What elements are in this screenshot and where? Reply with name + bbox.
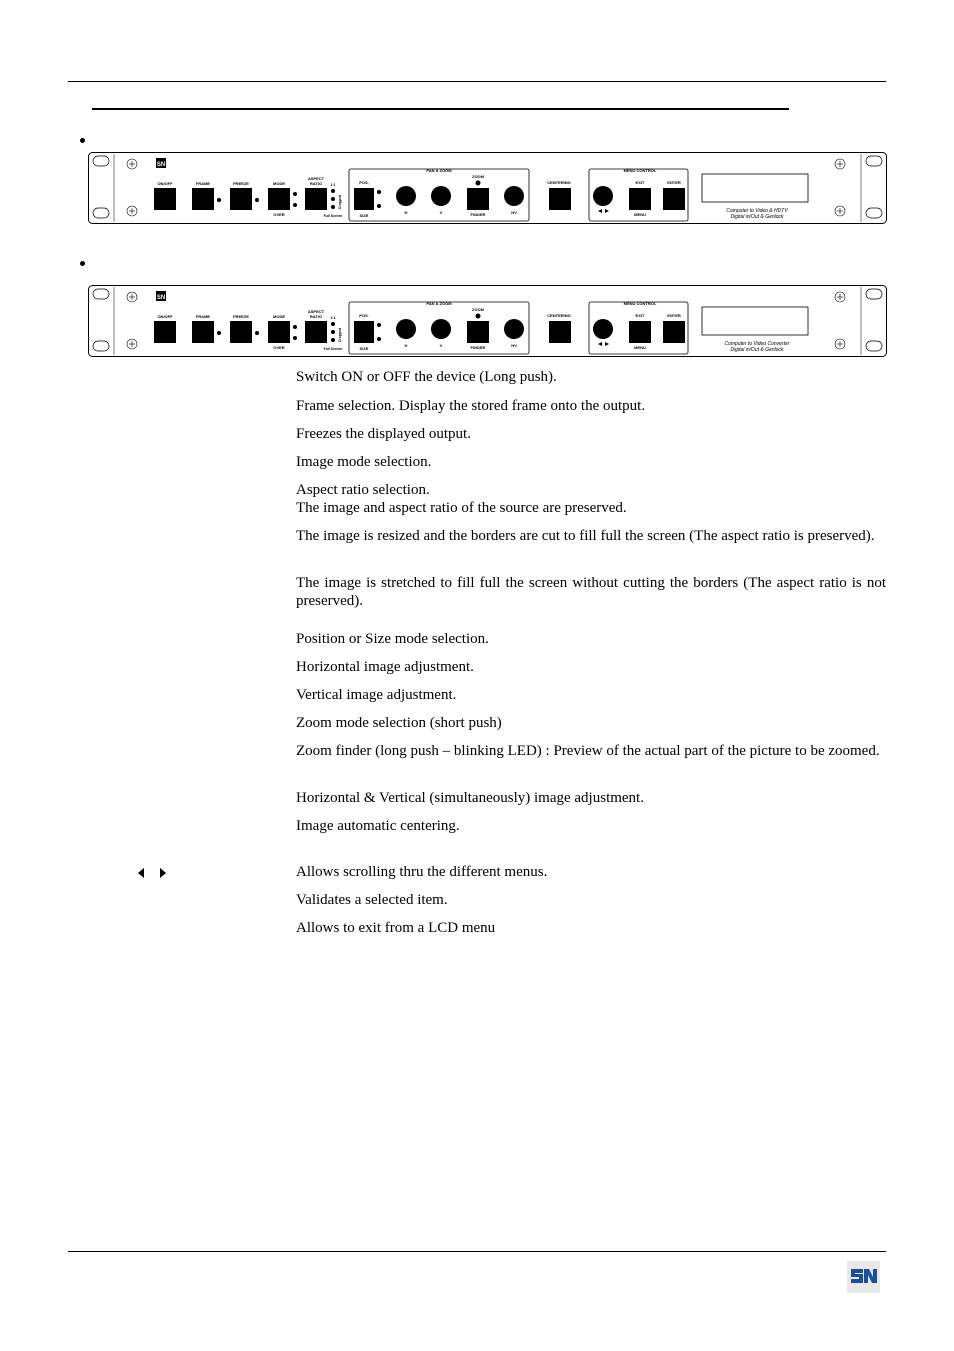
enter-label: ENTER (667, 180, 681, 185)
v-label: V (439, 343, 443, 348)
onoff-label: ON/OFF (157, 181, 173, 186)
hv-knob[interactable] (504, 319, 524, 339)
h-knob[interactable] (396, 319, 416, 339)
desc-h: Horizontal image adjustment. (296, 659, 474, 675)
pan-zoom-label: PAN & ZOOM (426, 301, 452, 306)
zoom-finder-button[interactable] (467, 188, 489, 210)
exit-label: EXIT (635, 180, 645, 185)
centering-label: CENTERING (547, 180, 571, 185)
size-label: SIZE (359, 213, 369, 218)
h-label: H (404, 343, 408, 348)
desc-exit: Allows to exit from a LCD menu (296, 920, 496, 936)
panel-caption-line1: Computer to Video & HDTV (726, 208, 788, 214)
onoff-button[interactable] (154, 321, 176, 343)
menu-knob[interactable] (593, 186, 613, 206)
mode-button[interactable] (268, 188, 290, 210)
desc-frame: Frame selection. Display the stored frame onto the output. (296, 398, 646, 414)
svg-text:SN: SN (156, 295, 166, 301)
mode-led-2 (293, 336, 297, 340)
centering-button[interactable] (549, 188, 571, 210)
desc-hv: Horizontal & Vertical (simultaneously) image adjustment. (296, 790, 644, 806)
centering-label: CENTERING (547, 313, 571, 318)
aspect-led-3 (331, 205, 335, 209)
front-panel-converter (88, 285, 887, 357)
panel-caption-line1: Computer to Video Converter (724, 341, 790, 347)
pan-zoom-label: PAN & ZOOM (426, 168, 452, 173)
left-right-arrows-icon (137, 866, 167, 880)
pos-led (377, 323, 381, 327)
ratio-label: RATIO (309, 181, 323, 186)
desc-onoff: Switch ON or OFF the device (Long push). (296, 369, 557, 385)
exit-button[interactable] (629, 188, 651, 210)
menu-control-label: MENU CONTROL (623, 168, 657, 173)
zoom-led (476, 314, 481, 319)
frame-led (217, 198, 221, 202)
full-screen-label: Full Screen (323, 347, 343, 351)
bullet-dot-icon (80, 138, 85, 143)
bullet-dot-icon (80, 261, 85, 266)
hv-knob[interactable] (504, 186, 524, 206)
aspect-ratio-button[interactable] (305, 188, 327, 210)
size-label: SIZE (359, 346, 369, 351)
aspect-led-2 (331, 197, 335, 201)
freeze-label: FREEZE (233, 181, 249, 186)
pos-label: POS. (359, 313, 369, 318)
enter-button[interactable] (663, 321, 685, 343)
zoom-label: ZOOM (472, 307, 484, 312)
mode-button[interactable] (268, 321, 290, 343)
menu-label: MENU (634, 212, 646, 217)
aspect-led-2 (331, 330, 335, 334)
aspect-label: ASPECT (307, 309, 325, 314)
over-label: OVER (273, 345, 285, 350)
front-panel-hdtv (88, 152, 887, 224)
frame-button[interactable] (192, 321, 214, 343)
cropped-label: Cropped (338, 194, 342, 210)
aspect-led-3 (331, 338, 335, 342)
freeze-led (255, 331, 259, 335)
aspect-led-1 (331, 322, 335, 326)
pos-size-button[interactable] (354, 188, 374, 210)
v-knob[interactable] (431, 186, 451, 206)
mode-label: MODE (273, 181, 285, 186)
pos-size-button[interactable] (354, 321, 374, 343)
enter-label: ENTER (667, 313, 681, 318)
pos-label: POS. (359, 180, 369, 185)
company-logo-icon (847, 1261, 880, 1293)
desc-zoom: Zoom mode selection (short push) (296, 715, 502, 731)
desc-full-screen: The image is stretched to fill full the screen without cutting the borders (The aspect ratio is not preserved). (296, 575, 886, 609)
enter-button[interactable] (663, 188, 685, 210)
zoom-label: ZOOM (472, 174, 484, 179)
menu-control-label: MENU CONTROL (623, 301, 657, 306)
desc-menu-scroll: Allows scrolling thru the different menus. (296, 864, 548, 880)
mode-led-1 (293, 325, 297, 329)
aspect-label: ASPECT (307, 176, 325, 181)
desc-centering: Image automatic centering. (296, 818, 460, 834)
menu-label: MENU (634, 345, 646, 350)
cropped-label: Cropped (338, 327, 342, 343)
finder-label: FINDER (470, 212, 486, 217)
aspect-led-1 (331, 189, 335, 193)
menu-knob[interactable] (593, 319, 613, 339)
frame-led (217, 331, 221, 335)
centering-button[interactable] (549, 321, 571, 343)
frame-label: FRAME (195, 181, 211, 186)
v-label: V (439, 210, 443, 215)
exit-button[interactable] (629, 321, 651, 343)
ratio-1-1-label: 1:1 (330, 183, 336, 187)
freeze-button[interactable] (230, 188, 252, 210)
mode-label: MODE (273, 314, 285, 319)
finder-label: FINDER (470, 345, 486, 350)
h-label: H (404, 210, 408, 215)
freeze-button[interactable] (230, 321, 252, 343)
panel-caption-line2: Digital in/Out & Genlock (730, 214, 784, 220)
size-led (377, 204, 381, 208)
mode-led-1 (293, 192, 297, 196)
desc-aspect: Aspect ratio selection. The image and aspect ratio of the source are preserved. (296, 482, 627, 516)
desc-mode: Image mode selection. (296, 454, 432, 470)
desc-cropped: The image is resized and the borders are cut to fill full the screen (The aspect ratio is preserved). (296, 528, 875, 544)
svg-text:SN: SN (156, 162, 166, 168)
over-label: OVER (273, 212, 285, 217)
footer-rule (68, 1251, 886, 1252)
onoff-button[interactable] (154, 188, 176, 210)
header-rule (68, 81, 886, 82)
desc-enter: Validates a selected item. (296, 892, 448, 908)
v-knob[interactable] (431, 319, 451, 339)
freeze-label: FREEZE (233, 314, 249, 319)
section-title-underline (92, 108, 789, 110)
desc-v: Vertical image adjustment. (296, 687, 457, 703)
desc-pos-size: Position or Size mode selection. (296, 631, 489, 647)
frame-label: FRAME (195, 314, 211, 319)
hv-label: HV (511, 343, 517, 348)
desc-finder: Zoom finder (long push – blinking LED) : Preview of the actual part of the picture to be zoomed. (296, 743, 880, 759)
frame-button[interactable] (192, 188, 214, 210)
pos-led (377, 190, 381, 194)
ratio-1-1-label: 1:1 (330, 316, 336, 320)
ratio-label: RATIO (309, 314, 323, 319)
zoom-finder-button[interactable] (467, 321, 489, 343)
panel-caption-line2: Digital in/Out & Genlock (730, 347, 784, 353)
size-led (377, 337, 381, 341)
full-screen-label: Full Screen (323, 214, 343, 218)
aspect-ratio-button[interactable] (305, 321, 327, 343)
freeze-led (255, 198, 259, 202)
onoff-label: ON/OFF (157, 314, 173, 319)
mode-led-2 (293, 203, 297, 207)
desc-freeze: Freezes the displayed output. (296, 426, 471, 442)
exit-label: EXIT (635, 313, 645, 318)
h-knob[interactable] (396, 186, 416, 206)
hv-label: HV (511, 210, 517, 215)
zoom-led (476, 181, 481, 186)
